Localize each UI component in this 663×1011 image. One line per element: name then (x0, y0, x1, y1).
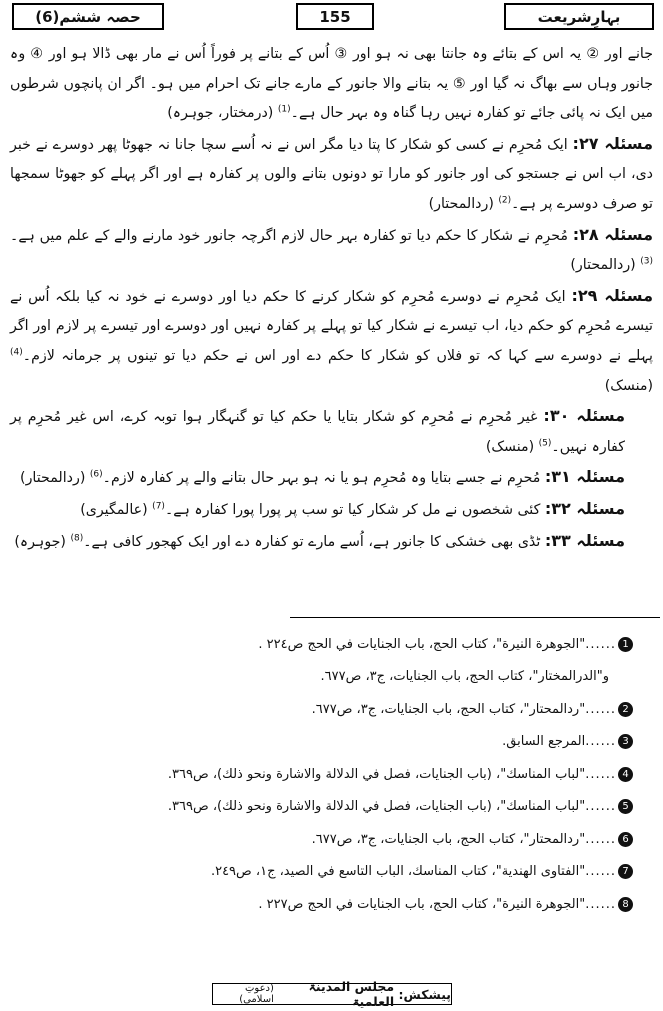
footnote-ref-4: (4) (10, 347, 23, 358)
footnote-item (33, 823, 633, 856)
masala-27-text: ایک مُحرِم نے کسی کو شکار کا پتا دیا مگر اس نے نہ اُسے سچا جانا نہ جھوٹا پھر دوسرے نے خبر دی، اب اس نے جستجو کی اور جانور کو مارا تو دونوں بتانے والوں پر کفارہ ہے اور اگر پہلے کو جھوٹا سمجھا تو صرف دوسرے پر ہے۔ (10, 136, 653, 212)
masala-33-text: ٹڈی بھی خشکی کا جانور ہے، اُسے مارے تو کفارہ دے اور ایک کھجور کافی ہے۔ (83, 533, 541, 550)
masala-29-source: (منسک) (604, 377, 653, 394)
footnote-ref-2: (2) (498, 195, 512, 206)
book-title (504, 3, 654, 30)
masala-32-source: (عالمگیری) (80, 501, 148, 518)
footnote-item (33, 693, 633, 726)
masala-32-text: کئی شخصوں نے مل کر شکار کیا تو سب پر پورا پورا کفارہ ہے۔ (164, 501, 541, 518)
leader-dots: ...... (585, 831, 616, 847)
masala-33-source: (جوہرہ) (14, 533, 66, 550)
footnote-text: "ردالمحتار"، كتاب الحج، باب الجنايات، ج٣، ص٦٧٧. (311, 831, 586, 847)
footnote-ref-7: (7) (152, 501, 165, 512)
masala-30 (10, 401, 653, 462)
masala-27-source: (ردالمحتار) (428, 195, 494, 212)
footnote-text: "لباب المناسك"، (باب الجنايات، فصل في الدلالة والاشارة ونحو ذلك)، ص٣٦٩. (167, 799, 586, 815)
masala-29 (10, 281, 653, 401)
masala-31 (10, 462, 653, 494)
footnote-number-badge: 3 (618, 734, 633, 749)
footnote-number-badge: 1 (618, 637, 633, 652)
footnote-number-badge: 4 (618, 767, 633, 782)
book-title-text: بہارِشریعت (537, 7, 621, 26)
footer-label: پیشکش: (398, 986, 451, 1002)
footnote-text: المرجع السابق. (502, 734, 586, 750)
footnote-item (33, 856, 633, 889)
intro-paragraph (10, 40, 653, 129)
section-label-text: حصہ ششم(6) (35, 7, 141, 26)
masala-30-text: غیر مُحرِم نے مُحرِم کو شکار بتایا یا حکم کیا تو گنہگار ہوا توبہ کرے، اس غیر مُحرِم پر کفارہ نہیں۔ (10, 409, 625, 455)
footnote-item (33, 726, 633, 759)
masala-30-label: مسئلہ ۳۰: (543, 406, 626, 426)
footnote-text: و"الدرالمختار"، كتاب الحج، باب الجنايات، ج٣، ص٦٧٧. (320, 669, 609, 685)
masala-32 (10, 494, 653, 526)
masala-31-text: مُحرِم نے جسے بتایا وہ مُحرِم ہو یا نہ ہو بہر حال بتانے والے پر کفارہ لازم۔ (102, 470, 541, 487)
footnote-ref-6: (6) (89, 469, 103, 480)
footer-publisher: مجلس المدینۃ العلمیۃ (308, 979, 395, 1009)
footnotes (33, 628, 633, 921)
masala-32-label: مسئلہ ۳۲: (544, 498, 625, 518)
footnote-item (33, 888, 633, 921)
footnote-ref-3: (3) (640, 256, 653, 267)
masala-31-source: (ردالمحتار) (20, 470, 86, 487)
footnote-number-badge: 5 (618, 799, 633, 814)
page-number-text: 155 (319, 7, 351, 26)
footnote-item (33, 758, 633, 791)
footer-org: (دعوتِ اسلامی) (239, 983, 274, 1005)
footnote-item (33, 661, 633, 694)
leader-dots: ...... (585, 896, 616, 912)
masala-29-text: ایک مُحرِم نے دوسرے مُحرِم کو شکار کرنے کا حکم دیا اور دوسرے نے خود نہ کیا بلکہ اُس نے تیسرے مُحرِم کو حکم دیا، اب تیسرے نے شکار کیا تو پہلے پر کفارہ نہیں اور دوسرے اور تیسرے پر لازم اور اگر پہلے نے دوسرے سے کہا کہ تو فلاں کو شکار کا حکم دے اور اس نے حکم دیا تو تینوں پر جرمانہ لازم۔ (10, 288, 653, 364)
footnote-number-badge: 6 (618, 832, 633, 847)
masala-28-label: مسئلہ ۲۸: (572, 224, 654, 244)
masala-27-label: مسئلہ ۲۷: (572, 133, 653, 153)
masala-30-source: (منسک) (485, 438, 535, 455)
page-number (296, 3, 374, 30)
intro-text: جانے اور ② یہ اس کے بتائے وہ جانتا بھی نہ ہو اور ③ اُس کے بتانے پر فوراً اُس نے مار بھی ڈالا ہو اور ④ وہ جانور وہاں سے بھاگ نہ گیا اور ⑤ یہ بتانے والا جانور کے مارے جانے تک احرام میں ہو۔ اگر ان پانچوں شرطوں میں ایک نہ پائی جائے تو کفارہ نہیں رہا گناہ وہ بہر حال ہے۔ (10, 46, 653, 122)
footnote-text: "ردالمحتار"، كتاب الحج، باب الجنايات، ج٣، ص٦٧٧. (311, 701, 586, 717)
masala-28 (10, 220, 653, 281)
masala-33 (10, 526, 653, 558)
leader-dots: ...... (585, 636, 616, 652)
footnote-item (33, 791, 633, 824)
masala-28-source: (ردالمحتار) (570, 257, 636, 274)
footnote-ref-8: (8) (70, 532, 84, 543)
masala-29-label: مسئلہ ۲۹: (571, 285, 653, 305)
masala-31-label: مسئلہ ۳۱: (544, 467, 625, 487)
footnote-number-badge: 2 (618, 702, 633, 717)
masala-27 (10, 129, 653, 220)
intro-source: (درمختار، جوہرہ) (167, 105, 274, 122)
footnote-divider (290, 617, 660, 618)
masala-28-text: مُحرِم نے شکار کا حکم دیا تو کفارہ بہر حال لازم اگرچہ جانور خود مارنے والے کے علم میں ہے۔ (10, 227, 569, 244)
footnote-text: "الفتاوى الهندية"، كتاب المناسك، الباب التاسع في الصيد، ج١، ص٢٤٩. (210, 864, 586, 880)
footnote-ref-5: (5) (538, 437, 552, 448)
leader-dots: ...... (585, 766, 616, 782)
main-text (10, 40, 653, 557)
publisher-footer (212, 979, 452, 1009)
leader-dots: ...... (585, 864, 616, 880)
leader-dots: ...... (585, 701, 616, 717)
footnote-ref-1: (1) (277, 104, 291, 115)
leader-dots: ...... (585, 799, 616, 815)
footnote-text: "الجوهرة النيرة"، كتاب الحج، باب الجنايات في الحج ص٢٢٤ . (258, 636, 586, 652)
footnote-text: "لباب المناسك"، (باب الجنايات، فصل في الدلالة والاشارة ونحو ذلك)، ص٣٦٩. (167, 766, 586, 782)
footnote-item (33, 628, 633, 661)
footnote-text: "الجوهرة النيرة"، كتاب الحج، باب الجنايات في الحج ص٢٢٧ . (258, 896, 586, 912)
section-label (12, 3, 164, 30)
footnote-number-badge: 8 (618, 897, 633, 912)
footnote-number-badge: 7 (618, 864, 633, 879)
masala-33-label: مسئلہ ۳۳: (544, 530, 625, 550)
leader-dots: ...... (585, 734, 616, 750)
